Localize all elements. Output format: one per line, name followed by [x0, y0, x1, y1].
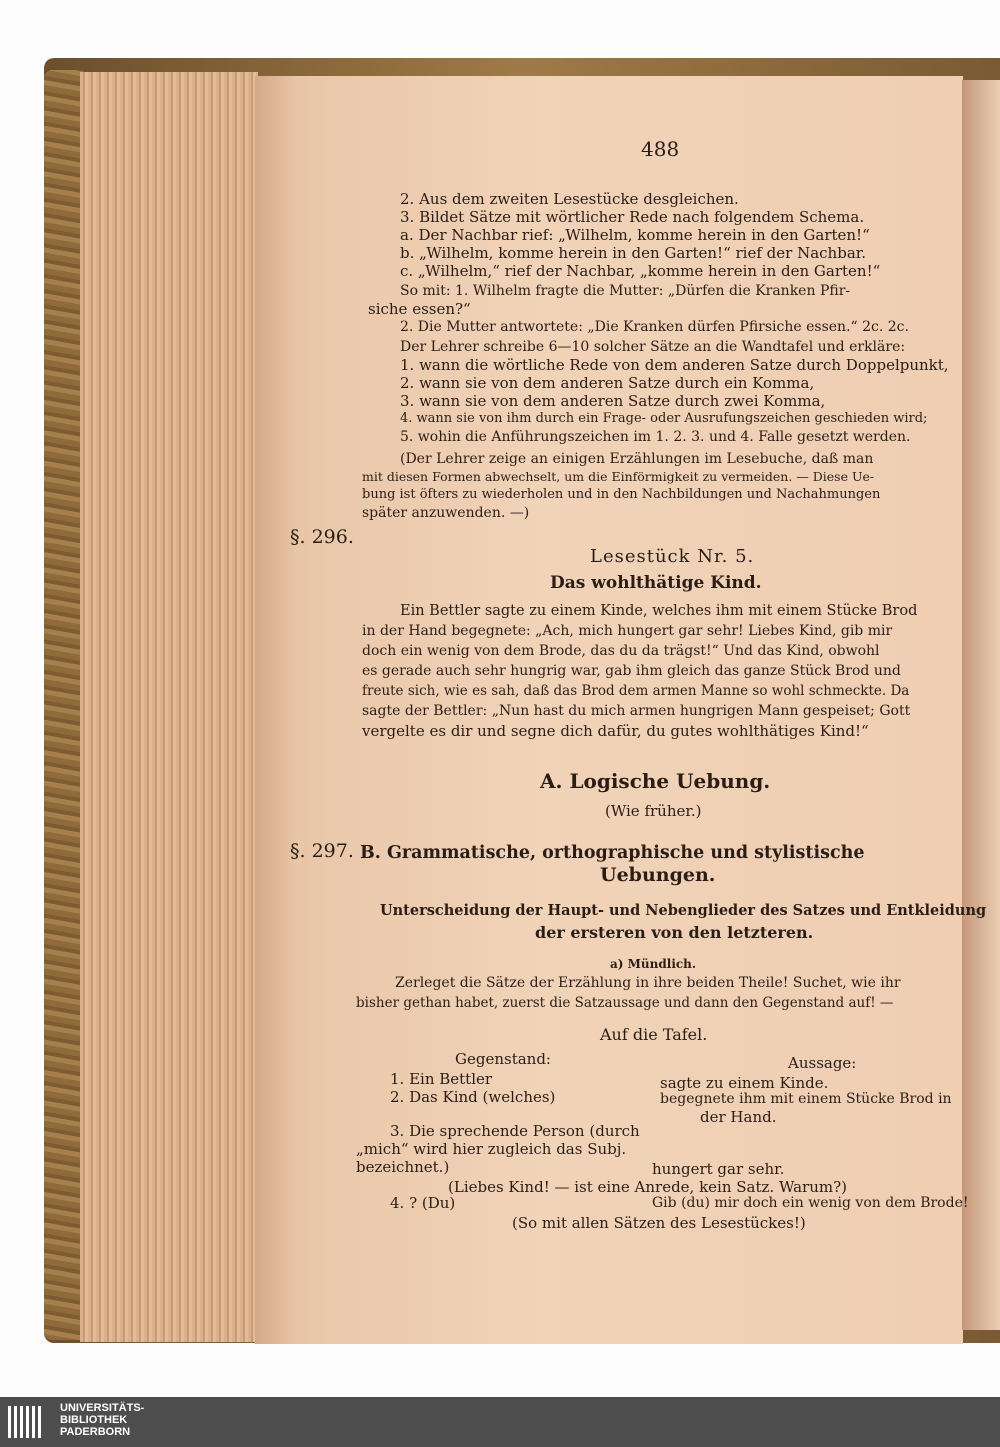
text-line: bung ist öfters zu wiederholen und in den Nachbildungen und Nachahmungen	[362, 487, 881, 502]
text-line: freute sich, wie es sah, daß das Brod dem armen Manne so wohl schmeckte. Da	[362, 683, 910, 699]
subheading: A. Logische Uebung.	[540, 769, 771, 793]
text-line: 2. wann sie von dem anderen Satze durch ein Komma,	[400, 374, 815, 392]
text-line: der Hand.	[700, 1108, 777, 1126]
text-line: 2. Das Kind (welches)	[390, 1088, 556, 1106]
text-line: a. Der Nachbar rief: „Wilhelm, komme herein in den Garten!“	[400, 226, 870, 244]
text-line: sagte zu einem Kinde.	[660, 1074, 829, 1092]
section-heading: Lesestück Nr. 5.	[590, 546, 755, 567]
text-line: (So mit allen Sätzen des Lesestückes!)	[512, 1214, 806, 1232]
text-line: Zerleget die Sätze der Erzählung in ihre beiden Theile! Suchet, wie ihr	[395, 975, 901, 991]
text-line: in der Hand begegnete: „Ach, mich hungert gar sehr! Liebes Kind, gib mir	[362, 623, 893, 639]
subheading: der ersteren von den letzteren.	[535, 923, 814, 942]
text-line: doch ein wenig von dem Brode, das du da trägst!“ Und das Kind, obwohl	[362, 643, 880, 659]
text-line: (Der Lehrer zeige an einigen Erzählungen im Lesebuche, daß man	[400, 451, 874, 467]
text-line: bisher gethan habet, zuerst die Satzaussage und dann den Gegenstand auf! —	[356, 995, 894, 1011]
logo-line: BIBLIOTHEK	[60, 1414, 128, 1426]
subheading: a) Mündlich.	[610, 957, 697, 971]
logo-line: PADERBORN	[60, 1426, 131, 1438]
text-line: 2. Aus dem zweiten Lesestücke desgleichen.	[400, 190, 739, 208]
page-edges	[80, 72, 258, 1342]
text-line: bezeichnet.)	[356, 1158, 450, 1176]
library-logo-icon	[6, 1404, 48, 1440]
text-line: 3. Bildet Sätze mit wörtlicher Rede nach folgendem Schema.	[400, 208, 865, 226]
text-line: hungert gar sehr.	[652, 1160, 785, 1178]
text-line: 4. wann sie von ihm durch ein Frage- oder Ausrufungszeichen geschieden wird;	[400, 411, 928, 426]
text-line: „mich“ wird hier zugleich das Subj.	[356, 1140, 627, 1158]
text-line: Ein Bettler sagte zu einem Kinde, welches ihm mit einem Stücke Brod	[400, 603, 918, 619]
text-line: Gib (du) mir doch ein wenig von dem Brode!	[652, 1195, 969, 1211]
library-logo-text	[60, 1402, 144, 1438]
footer-bar	[0, 1397, 1000, 1447]
section-title: Das wohlthätige Kind.	[550, 573, 762, 593]
text-line: Auf die Tafel.	[600, 1025, 708, 1044]
text-line: sagte der Bettler: „Nun hast du mich armen hungrigen Mann gespeiset; Gott	[362, 703, 911, 719]
text-line: b. „Wilhelm, komme herein in den Garten!“ rief der Nachbar.	[400, 244, 867, 262]
text-line: Gegenstand:	[455, 1050, 551, 1068]
text-line: begegnete ihm mit einem Stücke Brod in	[660, 1091, 952, 1107]
text-line: So mit: 1. Wilhelm fragte die Mutter: „Dürfen die Kranken Pfir-	[400, 283, 851, 299]
text-line: 5. wohin die Anführungszeichen im 1. 2. 3. und 4. Falle gesetzt werden.	[400, 429, 911, 445]
text-line: 1. Ein Bettler	[390, 1070, 493, 1088]
subheading: B. Grammatische, orthographische und stylistische	[360, 843, 865, 863]
text-line: (Liebes Kind! — ist eine Anrede, kein Satz. Warum?)	[448, 1178, 847, 1196]
next-page-edge	[962, 80, 1000, 1330]
page-number: 488	[641, 137, 680, 161]
text-line: mit diesen Formen abwechselt, um die Einförmigkeit zu vermeiden. — Diese Ue-	[362, 469, 875, 484]
text-line: c. „Wilhelm,“ rief der Nachbar, „komme herein in den Garten!“	[400, 262, 881, 280]
text-line: vergelte es dir und segne dich dafür, du gutes wohlthätiges Kind!“	[362, 722, 869, 740]
cover-marbled-edge	[44, 70, 84, 1340]
text-line: siche essen?“	[368, 300, 471, 318]
text-line: 3. Die sprechende Person (durch	[390, 1122, 640, 1140]
text-line: 4. ? (Du)	[390, 1194, 456, 1212]
logo-line: UNIVERSITÄTS-	[60, 1402, 145, 1414]
text-line: 3. wann sie von dem anderen Satze durch zwei Komma,	[400, 392, 826, 410]
subheading: Unterscheidung der Haupt- und Nebenglieder des Satzes und Entkleidung	[380, 902, 987, 919]
text-line: 1. wann die wörtliche Rede von dem anderen Satze durch Doppelpunkt,	[400, 356, 949, 374]
text-line: (Wie früher.)	[605, 802, 702, 820]
section-number: §. 296.	[290, 526, 354, 548]
text-line: Aussage:	[788, 1054, 857, 1072]
text-line: 2. Die Mutter antwortete: „Die Kranken dürfen Pfirsiche essen.“ 2c. 2c.	[400, 319, 909, 335]
section-number: §. 297.	[290, 840, 354, 862]
text-line: später anzuwenden. —)	[362, 505, 530, 521]
subheading: Uebungen.	[600, 864, 716, 886]
text-line: es gerade auch sehr hungrig war, gab ihm gleich das ganze Stück Brod und	[362, 663, 901, 679]
text-line: Der Lehrer schreibe 6—10 solcher Sätze an die Wandtafel und erkläre:	[400, 339, 906, 355]
